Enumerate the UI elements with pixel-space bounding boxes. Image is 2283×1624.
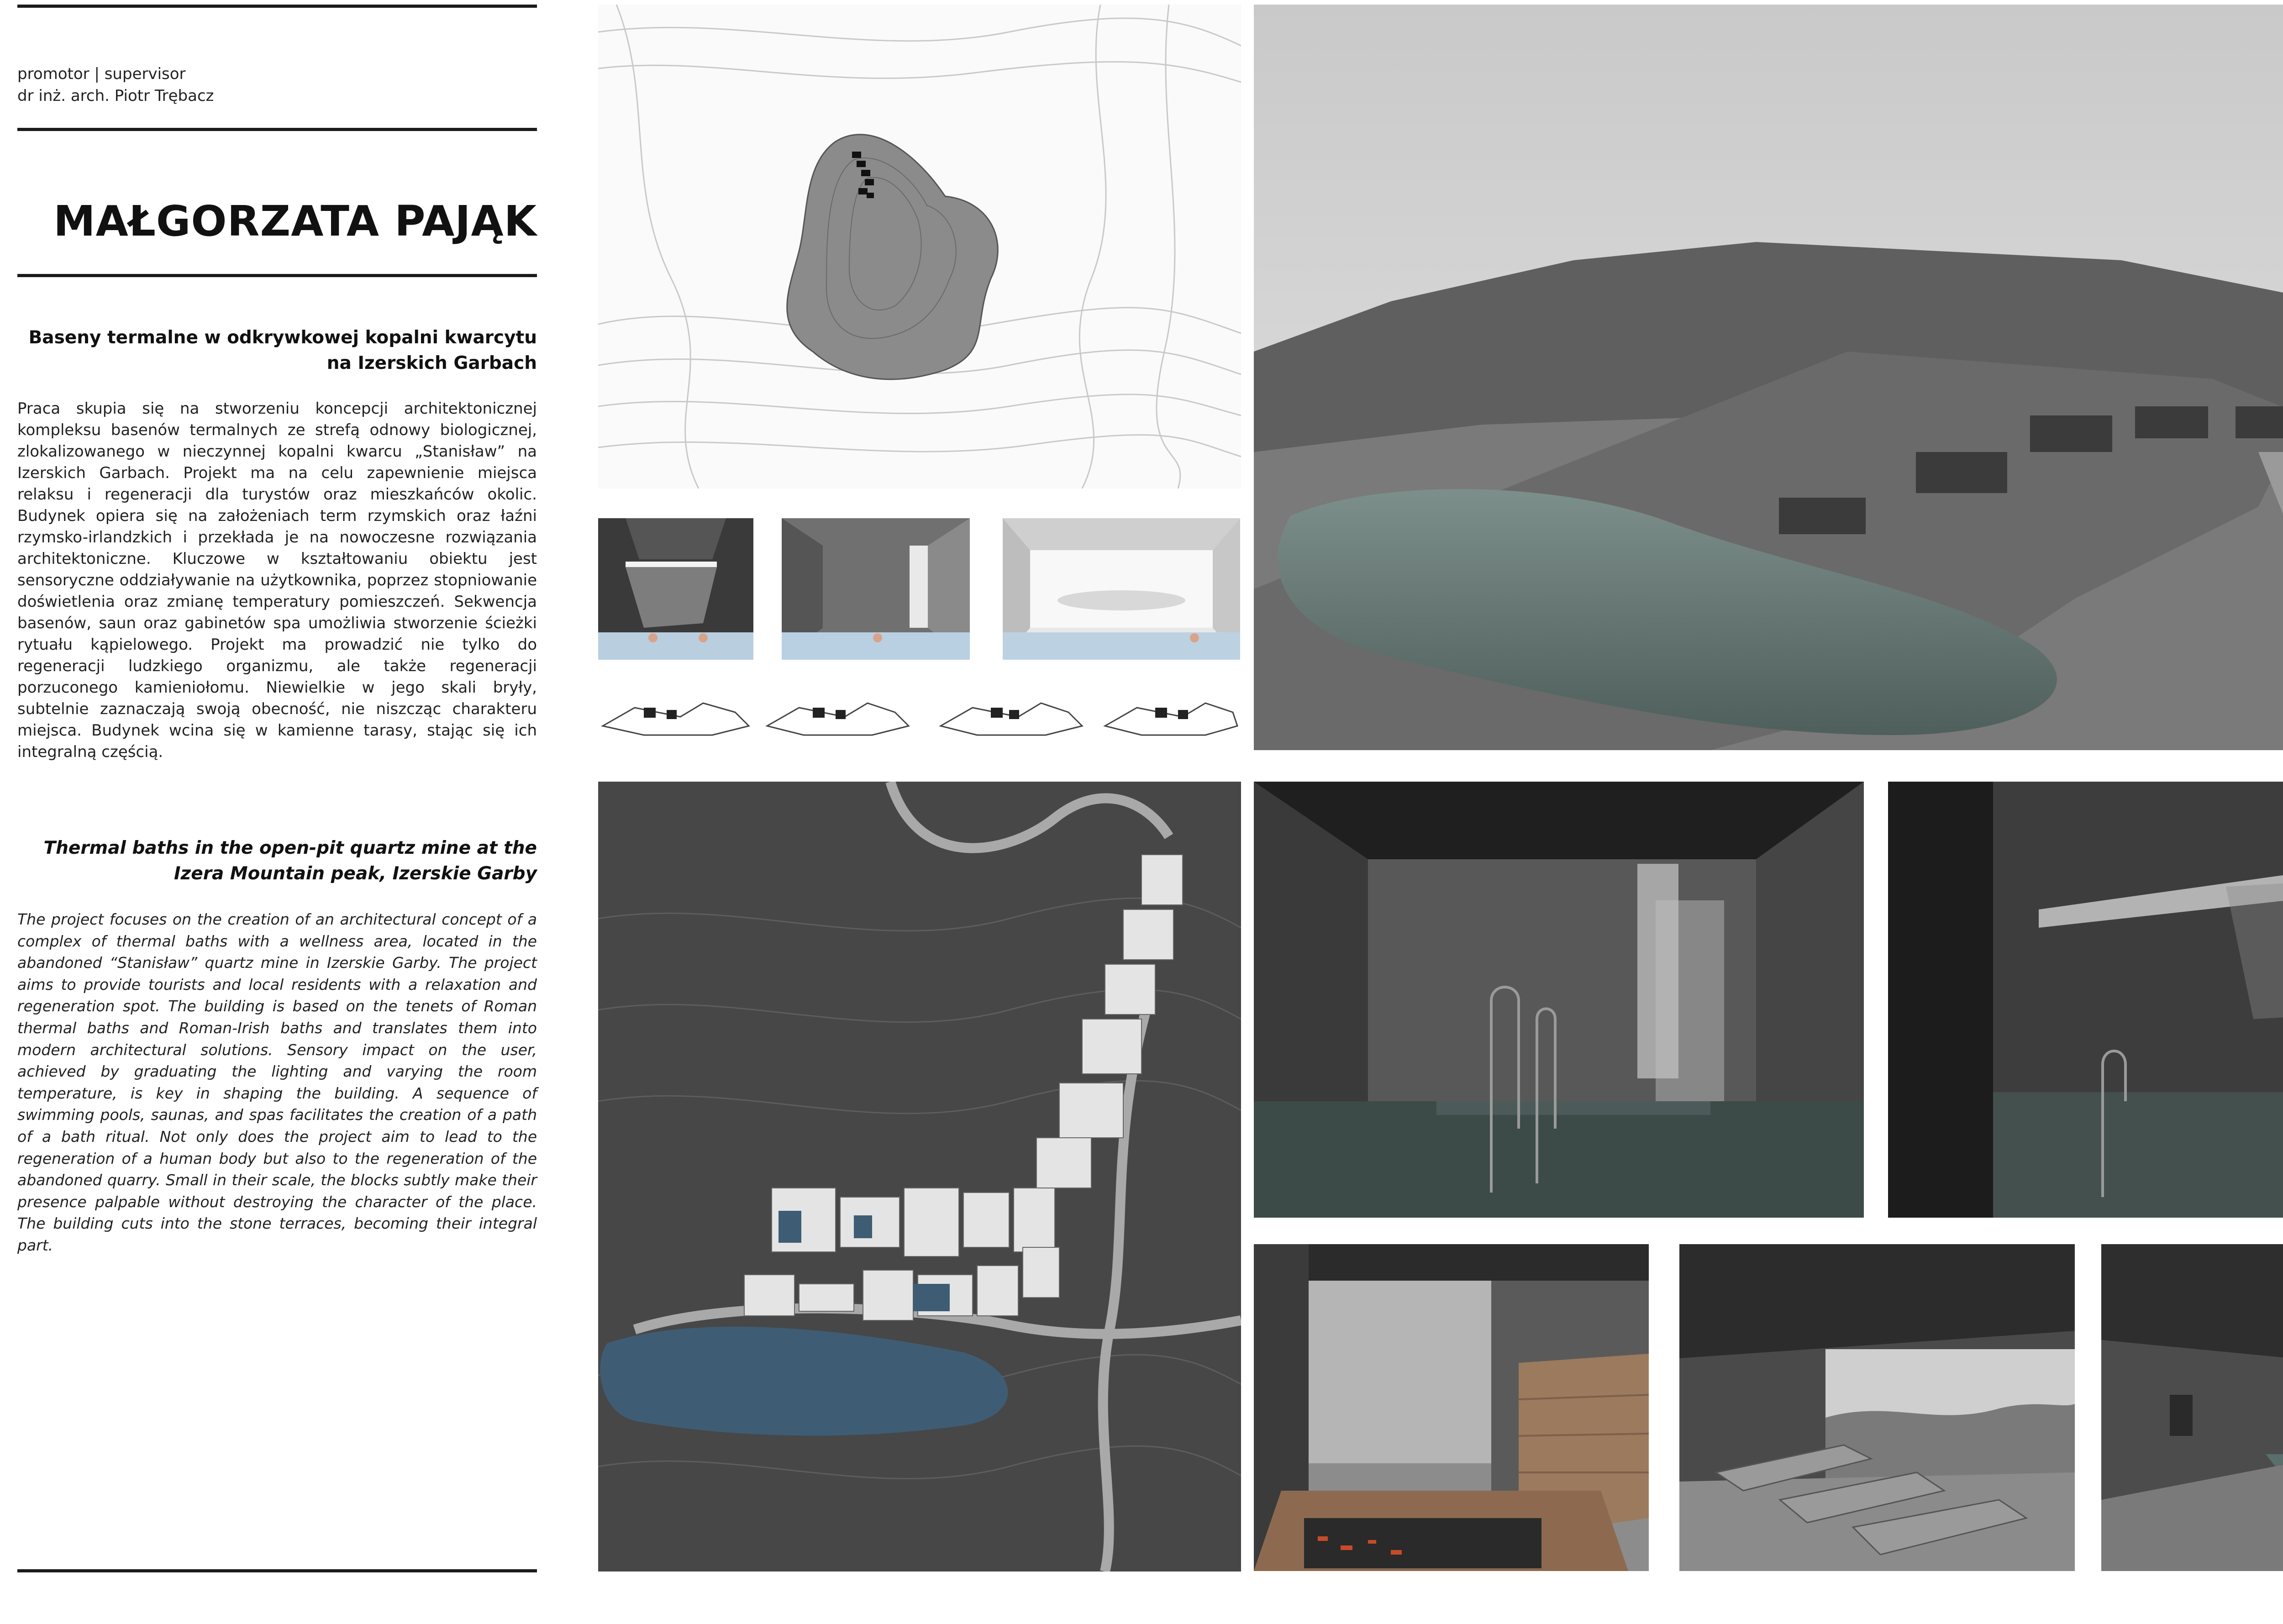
supervisor-name: dr inż. arch. Piotr Trębacz: [17, 87, 214, 105]
description-en: The project focuses on the creation of an architectural concept of a complex of thermal baths with a wellness area, located in the abandoned “Stanisław” quartz mine in Izerskie Garby. The project aims to provide tourists and local residents with a relaxation and regeneration spot. The building is based on the tenets of Roman thermal baths and Roman-Irish baths and translates them into modern architectural solutions. Sensory impact on the user, achieved by graduating the lighting and varying the room temperature, is key in shaping the building. A sequence of swimming pools, saunas, and spas facilitates the creation of a path of a bath ritual. Not only does the project aim to lead to the regeneration of a human body but also to the regeneration of the abandoned quarry. Small in their scale, the blocks subtly make their presence palpable without destroying the character of the place. The building cuts into the stone terraces, becoming their integral part.: [17, 910, 537, 1254]
supervisor-block: [17, 63, 537, 107]
relaxation-room-render: [1679, 1244, 2075, 1571]
author-name: MAŁGORZATA PAJĄK: [53, 197, 537, 246]
rule-below-supervisor: [17, 128, 537, 131]
rule-below-author: [17, 274, 537, 277]
sauna-render: [1254, 1244, 1649, 1571]
site-contour-map: [598, 5, 1241, 489]
axonometric-sketches: [598, 685, 1241, 740]
project-title-pl: Baseny termalne w odkrywkowej kopalni kwarcytu na Izerskich Garbach: [28, 327, 537, 373]
light-sketch-3: [1003, 518, 1240, 660]
description-pl: Praca skupia się na stworzeniu koncepcji architektonicznej kompleksu basenów termalnych ze strefą odnowy biologicznej, zlokalizowanego w nieczynnej kopalni kwarcu „Stanisław” na Izerskich Garbach. Projekt ma na celu zapewnienie miejsca relaksu i regeneracji dla turystów oraz mieszkańców okolic. Budynek opiera się na założeniach term rzymskich oraz łaźni rzymsko-irlandzkich i przekłada je na nowoczesne rozwiązania architektoniczne. Kluczowe w kształtowaniu obiektu jest sensoryczne oddziaływanie na użytkownika, poprzez stopniowanie doświetlenia oraz zmianę temperatury pomieszczeń. Sekwencja basenów, saun oraz gabinetów spa umożliwia stworzenie ścieżki rytuału kąpielowego. Projekt ma prowadzić nie tylko do regeneracji ludzkiego organizmu, ale także regeneracji porzuconego kamieniołomu. Niewielkie w jego skali bryły, subtelnie zaznaczają swoją obecność, nie niszcząc charakteru miejsca. Budynek wcina się w kamienne tarasy, stając się ich integralną częścią.: [17, 399, 537, 761]
top-rule: [17, 5, 537, 8]
corridor-pool-render: [2101, 1244, 2283, 1571]
light-sketch-1: [598, 518, 753, 660]
light-sketch-2: [782, 518, 970, 660]
site-plan-dark: [598, 782, 1241, 1571]
interior-pool-render-1: [1254, 782, 1864, 1218]
project-title-en: Thermal baths in the open-pit quartz mine at the Izera Mountain peak, Izerskie Garby: [43, 838, 537, 884]
supervisor-role: promotor | supervisor: [17, 65, 186, 83]
interior-pool-render-2: [1888, 782, 2283, 1218]
bottom-rule: [17, 1569, 537, 1572]
exterior-quarry-render: [1254, 5, 2283, 750]
